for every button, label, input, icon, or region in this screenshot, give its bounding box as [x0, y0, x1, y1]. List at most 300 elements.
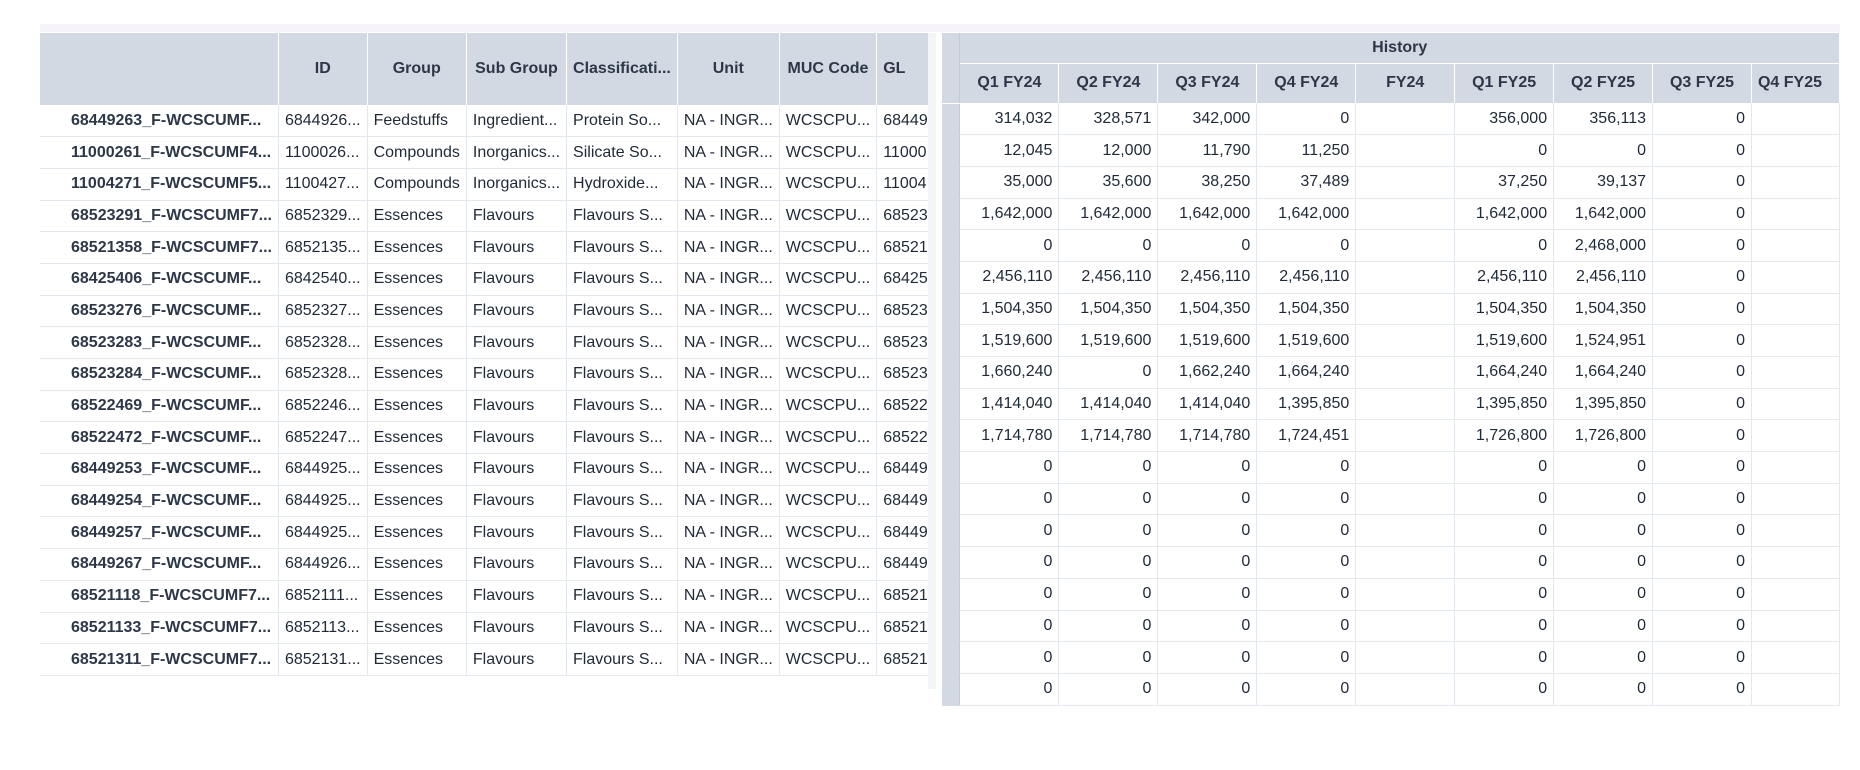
cell-history-value[interactable]: 1,660,240: [960, 357, 1059, 389]
cell-classification[interactable]: Flavours S...: [567, 644, 678, 676]
cell-classification[interactable]: Hydroxide...: [567, 168, 678, 200]
table-row[interactable]: [942, 420, 1840, 452]
cell-history-value[interactable]: 0: [960, 483, 1059, 515]
cell-history-value[interactable]: 356,000: [1455, 103, 1554, 135]
cell-muc-code[interactable]: WCSCPU...: [779, 200, 876, 232]
cell-history-value[interactable]: 314,032: [960, 103, 1059, 135]
pane-splitter[interactable]: [928, 33, 936, 689]
cell-history-value[interactable]: 0: [1653, 357, 1752, 389]
cell-history-value[interactable]: 0: [1158, 642, 1257, 674]
cell-id[interactable]: 6852328...: [278, 327, 367, 359]
cell-history-value[interactable]: 1,504,350: [1059, 293, 1158, 325]
cell-history-value[interactable]: 2,456,110: [960, 261, 1059, 293]
table-row[interactable]: [40, 454, 934, 486]
cell-history-value[interactable]: 1,519,600: [1455, 325, 1554, 357]
cell-history-value[interactable]: 2,468,000: [1554, 230, 1653, 262]
cell-classification[interactable]: Flavours S...: [567, 390, 678, 422]
table-row[interactable]: [942, 293, 1840, 325]
cell-history-value[interactable]: 0: [1059, 547, 1158, 579]
cell-classification[interactable]: Flavours S...: [567, 359, 678, 391]
cell-id[interactable]: 6852111...: [278, 580, 367, 612]
cell-name[interactable]: 68522469_F-WCSCUMF...: [40, 390, 278, 422]
cell-history-value[interactable]: [1751, 578, 1839, 610]
table-row[interactable]: [40, 105, 934, 137]
cell-history-value[interactable]: 0: [1653, 293, 1752, 325]
cell-unit[interactable]: NA - INGR...: [677, 295, 779, 327]
cell-gl[interactable]: 68425: [877, 263, 935, 295]
cell-classification[interactable]: Flavours S...: [567, 549, 678, 581]
cell-history-value[interactable]: 0: [1257, 642, 1356, 674]
cell-muc-code[interactable]: WCSCPU...: [779, 168, 876, 200]
cell-sub-group[interactable]: Flavours: [466, 390, 566, 422]
cell-history-value[interactable]: 1,395,850: [1455, 388, 1554, 420]
table-row[interactable]: [40, 200, 934, 232]
cell-history-value[interactable]: 0: [1158, 515, 1257, 547]
cell-gl[interactable]: 68521: [877, 232, 935, 264]
cell-history-value[interactable]: 0: [1554, 483, 1653, 515]
cell-muc-code[interactable]: WCSCPU...: [779, 327, 876, 359]
cell-name[interactable]: 68449257_F-WCSCUMF...: [40, 517, 278, 549]
cell-history-value[interactable]: 0: [1554, 578, 1653, 610]
cell-history-value[interactable]: [1751, 166, 1839, 198]
cell-id[interactable]: 6852329...: [278, 200, 367, 232]
cell-history-value[interactable]: [1356, 166, 1455, 198]
cell-id[interactable]: 6852246...: [278, 390, 367, 422]
cell-group[interactable]: Compounds: [367, 168, 466, 200]
cell-history-value[interactable]: [1356, 420, 1455, 452]
attribute-grid-panel[interactable]: [40, 33, 928, 689]
cell-history-value[interactable]: [1751, 642, 1839, 674]
cell-id[interactable]: 6852131...: [278, 644, 367, 676]
cell-history-value[interactable]: [1356, 483, 1455, 515]
cell-history-value[interactable]: 0: [1653, 420, 1752, 452]
cell-history-value[interactable]: 0: [1158, 610, 1257, 642]
cell-history-value[interactable]: 0: [1158, 673, 1257, 705]
table-row[interactable]: [942, 547, 1840, 579]
cell-history-value[interactable]: [1356, 578, 1455, 610]
cell-history-value[interactable]: 0: [1257, 452, 1356, 484]
cell-history-value[interactable]: 1,642,000: [1554, 198, 1653, 230]
cell-history-value[interactable]: 12,000: [1059, 135, 1158, 167]
cell-group[interactable]: Compounds: [367, 137, 466, 169]
cell-sub-group[interactable]: Flavours: [466, 612, 566, 644]
cell-muc-code[interactable]: WCSCPU...: [779, 263, 876, 295]
history-grid-panel[interactable]: [942, 33, 1840, 698]
cell-gl[interactable]: 68523: [877, 200, 935, 232]
cell-gl[interactable]: 68523: [877, 295, 935, 327]
cell-history-value[interactable]: 0: [1554, 642, 1653, 674]
column-header-q2-fy25[interactable]: Q2 FY25: [1554, 63, 1653, 103]
cell-id[interactable]: 6844926...: [278, 105, 367, 137]
cell-history-value[interactable]: [1356, 135, 1455, 167]
cell-group[interactable]: Essences: [367, 359, 466, 391]
cell-muc-code[interactable]: WCSCPU...: [779, 485, 876, 517]
cell-group[interactable]: Feedstuffs: [367, 105, 466, 137]
cell-sub-group[interactable]: Flavours: [466, 200, 566, 232]
cell-history-value[interactable]: [1751, 388, 1839, 420]
cell-history-value[interactable]: 0: [1653, 452, 1752, 484]
cell-history-value[interactable]: 1,664,240: [1257, 357, 1356, 389]
table-row[interactable]: [40, 485, 934, 517]
table-row[interactable]: [942, 673, 1840, 705]
column-header-q1-fy25[interactable]: Q1 FY25: [1455, 63, 1554, 103]
cell-gl[interactable]: 68522: [877, 422, 935, 454]
cell-history-value[interactable]: 1,714,780: [1158, 420, 1257, 452]
cell-muc-code[interactable]: WCSCPU...: [779, 580, 876, 612]
table-row[interactable]: [942, 452, 1840, 484]
cell-classification[interactable]: Flavours S...: [567, 422, 678, 454]
cell-sub-group[interactable]: Flavours: [466, 263, 566, 295]
cell-id[interactable]: 6844925...: [278, 517, 367, 549]
cell-group[interactable]: Essences: [367, 390, 466, 422]
cell-history-value[interactable]: 0: [1455, 135, 1554, 167]
cell-history-value[interactable]: 38,250: [1158, 166, 1257, 198]
cell-group[interactable]: Essences: [367, 644, 466, 676]
cell-sub-group[interactable]: Flavours: [466, 549, 566, 581]
cell-group[interactable]: Essences: [367, 327, 466, 359]
cell-history-value[interactable]: 1,504,350: [1158, 293, 1257, 325]
cell-id[interactable]: 6852135...: [278, 232, 367, 264]
cell-name[interactable]: 68449253_F-WCSCUMF...: [40, 454, 278, 486]
cell-muc-code[interactable]: WCSCPU...: [779, 517, 876, 549]
cell-history-value[interactable]: 35,600: [1059, 166, 1158, 198]
cell-history-value[interactable]: 1,642,000: [1059, 198, 1158, 230]
cell-history-value[interactable]: [1751, 483, 1839, 515]
cell-sub-group[interactable]: Flavours: [466, 454, 566, 486]
cell-history-value[interactable]: [1751, 135, 1839, 167]
cell-history-value[interactable]: 0: [1257, 673, 1356, 705]
cell-history-value[interactable]: [1356, 230, 1455, 262]
cell-muc-code[interactable]: WCSCPU...: [779, 549, 876, 581]
column-header-sub-group[interactable]: Sub Group: [466, 33, 566, 105]
cell-gl[interactable]: 68449: [877, 549, 935, 581]
cell-history-value[interactable]: 0: [1257, 610, 1356, 642]
cell-history-value[interactable]: 0: [1653, 198, 1752, 230]
cell-history-value[interactable]: 0: [1455, 642, 1554, 674]
cell-group[interactable]: Essences: [367, 295, 466, 327]
table-row[interactable]: [40, 390, 934, 422]
cell-history-value[interactable]: 0: [960, 230, 1059, 262]
cell-unit[interactable]: NA - INGR...: [677, 232, 779, 264]
cell-history-value[interactable]: 0: [1455, 452, 1554, 484]
cell-history-value[interactable]: 39,137: [1554, 166, 1653, 198]
cell-history-value[interactable]: 0: [1257, 230, 1356, 262]
cell-history-value[interactable]: [1356, 293, 1455, 325]
cell-classification[interactable]: Flavours S...: [567, 485, 678, 517]
cell-group[interactable]: Essences: [367, 485, 466, 517]
cell-history-value[interactable]: [1751, 515, 1839, 547]
cell-name[interactable]: 68521358_F-WCSCUMF7...: [40, 232, 278, 264]
cell-history-value[interactable]: [1751, 325, 1839, 357]
cell-history-value[interactable]: 0: [1059, 642, 1158, 674]
cell-name[interactable]: 68521118_F-WCSCUMF7...: [40, 580, 278, 612]
cell-name[interactable]: 11000261_F-WCSCUMF4...: [40, 137, 278, 169]
cell-history-value[interactable]: [1751, 198, 1839, 230]
cell-history-value[interactable]: 0: [1455, 230, 1554, 262]
cell-history-value[interactable]: 1,504,350: [1455, 293, 1554, 325]
cell-history-value[interactable]: 2,456,110: [1158, 261, 1257, 293]
cell-history-value[interactable]: 1,519,600: [1059, 325, 1158, 357]
cell-history-value[interactable]: 1,504,350: [1554, 293, 1653, 325]
cell-history-value[interactable]: [1751, 547, 1839, 579]
cell-history-value[interactable]: 0: [960, 673, 1059, 705]
cell-unit[interactable]: NA - INGR...: [677, 549, 779, 581]
table-row[interactable]: [942, 325, 1840, 357]
cell-history-value[interactable]: 1,414,040: [1158, 388, 1257, 420]
cell-history-value[interactable]: 0: [1554, 135, 1653, 167]
cell-history-value[interactable]: 1,664,240: [1455, 357, 1554, 389]
cell-history-value[interactable]: 1,714,780: [960, 420, 1059, 452]
cell-history-value[interactable]: 1,524,951: [1554, 325, 1653, 357]
cell-name[interactable]: 68449267_F-WCSCUMF...: [40, 549, 278, 581]
cell-history-value[interactable]: 0: [1059, 483, 1158, 515]
cell-history-value[interactable]: 1,504,350: [1257, 293, 1356, 325]
table-row[interactable]: [40, 295, 934, 327]
cell-history-value[interactable]: 0: [960, 515, 1059, 547]
cell-group[interactable]: Essences: [367, 549, 466, 581]
cell-gl[interactable]: 68521: [877, 644, 935, 676]
cell-history-value[interactable]: [1356, 357, 1455, 389]
cell-history-value[interactable]: 0: [960, 642, 1059, 674]
cell-group[interactable]: Essences: [367, 517, 466, 549]
cell-id[interactable]: 6842540...: [278, 263, 367, 295]
cell-muc-code[interactable]: WCSCPU...: [779, 105, 876, 137]
cell-sub-group[interactable]: Flavours: [466, 232, 566, 264]
cell-history-value[interactable]: 0: [1653, 325, 1752, 357]
cell-history-value[interactable]: 1,724,451: [1257, 420, 1356, 452]
cell-history-value[interactable]: 0: [1653, 261, 1752, 293]
cell-history-value[interactable]: [1751, 261, 1839, 293]
cell-history-value[interactable]: 12,045: [960, 135, 1059, 167]
cell-history-value[interactable]: 1,395,850: [1257, 388, 1356, 420]
cell-history-value[interactable]: 0: [1554, 452, 1653, 484]
table-row[interactable]: [40, 422, 934, 454]
table-row[interactable]: [942, 261, 1840, 293]
cell-history-value[interactable]: 0: [1653, 547, 1752, 579]
column-header-gl[interactable]: GL: [877, 33, 935, 105]
cell-gl[interactable]: 68521: [877, 580, 935, 612]
cell-classification[interactable]: Flavours S...: [567, 295, 678, 327]
cell-history-value[interactable]: 0: [960, 452, 1059, 484]
cell-group[interactable]: Essences: [367, 454, 466, 486]
cell-history-value[interactable]: 0: [1059, 515, 1158, 547]
cell-history-value[interactable]: [1751, 103, 1839, 135]
cell-name[interactable]: 68521133_F-WCSCUMF7...: [40, 612, 278, 644]
cell-history-value[interactable]: [1751, 230, 1839, 262]
column-header-muc-code[interactable]: MUC Code: [779, 33, 876, 105]
cell-history-value[interactable]: 356,113: [1554, 103, 1653, 135]
cell-id[interactable]: 6844925...: [278, 485, 367, 517]
cell-history-value[interactable]: 1,642,000: [1158, 198, 1257, 230]
cell-history-value[interactable]: 2,456,110: [1554, 261, 1653, 293]
column-header-classification[interactable]: Classificati...: [567, 33, 678, 105]
table-row[interactable]: [942, 135, 1840, 167]
column-header-q3-fy24[interactable]: Q3 FY24: [1158, 63, 1257, 103]
table-row[interactable]: [40, 232, 934, 264]
table-row[interactable]: [40, 359, 934, 391]
cell-history-value[interactable]: 0: [1059, 357, 1158, 389]
cell-history-value[interactable]: 1,519,600: [1257, 325, 1356, 357]
cell-history-value[interactable]: 328,571: [1059, 103, 1158, 135]
column-header-unit[interactable]: Unit: [677, 33, 779, 105]
cell-unit[interactable]: NA - INGR...: [677, 422, 779, 454]
cell-id[interactable]: 6852328...: [278, 359, 367, 391]
cell-gl[interactable]: 68523: [877, 327, 935, 359]
cell-unit[interactable]: NA - INGR...: [677, 517, 779, 549]
cell-muc-code[interactable]: WCSCPU...: [779, 390, 876, 422]
table-row[interactable]: [40, 168, 934, 200]
cell-unit[interactable]: NA - INGR...: [677, 454, 779, 486]
cell-history-value[interactable]: 0: [1455, 547, 1554, 579]
cell-history-value[interactable]: [1356, 610, 1455, 642]
cell-group[interactable]: Essences: [367, 422, 466, 454]
cell-classification[interactable]: Flavours S...: [567, 263, 678, 295]
cell-unit[interactable]: NA - INGR...: [677, 200, 779, 232]
cell-history-value[interactable]: 0: [1554, 515, 1653, 547]
cell-history-value[interactable]: 0: [960, 610, 1059, 642]
cell-muc-code[interactable]: WCSCPU...: [779, 422, 876, 454]
cell-classification[interactable]: Flavours S...: [567, 580, 678, 612]
cell-history-value[interactable]: 0: [1554, 547, 1653, 579]
column-header-q1-fy24[interactable]: Q1 FY24: [960, 63, 1059, 103]
table-row[interactable]: [942, 483, 1840, 515]
cell-classification[interactable]: Flavours S...: [567, 612, 678, 644]
table-row[interactable]: [40, 517, 934, 549]
cell-history-value[interactable]: [1356, 103, 1455, 135]
cell-history-value[interactable]: 0: [960, 547, 1059, 579]
cell-sub-group[interactable]: Flavours: [466, 295, 566, 327]
table-row[interactable]: [942, 515, 1840, 547]
cell-history-value[interactable]: 0: [1653, 642, 1752, 674]
cell-history-value[interactable]: [1356, 547, 1455, 579]
column-header-q4-fy24[interactable]: Q4 FY24: [1257, 63, 1356, 103]
cell-name[interactable]: 68449263_F-WCSCUMF...: [40, 105, 278, 137]
cell-history-value[interactable]: 1,519,600: [960, 325, 1059, 357]
cell-history-value[interactable]: 0: [1554, 610, 1653, 642]
cell-history-value[interactable]: 0: [1059, 578, 1158, 610]
cell-sub-group[interactable]: Flavours: [466, 580, 566, 612]
cell-classification[interactable]: Protein So...: [567, 105, 678, 137]
cell-history-value[interactable]: 2,456,110: [1455, 261, 1554, 293]
cell-history-value[interactable]: 11,250: [1257, 135, 1356, 167]
cell-history-value[interactable]: [1751, 357, 1839, 389]
cell-history-value[interactable]: 0: [1653, 135, 1752, 167]
cell-unit[interactable]: NA - INGR...: [677, 137, 779, 169]
cell-history-value[interactable]: [1356, 515, 1455, 547]
cell-group[interactable]: Essences: [367, 612, 466, 644]
cell-unit[interactable]: NA - INGR...: [677, 168, 779, 200]
column-header-name[interactable]: [40, 33, 278, 105]
cell-gl[interactable]: 68522: [877, 390, 935, 422]
cell-id[interactable]: 6844926...: [278, 549, 367, 581]
cell-name[interactable]: 68425406_F-WCSCUMF...: [40, 263, 278, 295]
table-row[interactable]: [942, 103, 1840, 135]
cell-history-value[interactable]: 1,414,040: [960, 388, 1059, 420]
cell-classification[interactable]: Flavours S...: [567, 454, 678, 486]
cell-unit[interactable]: NA - INGR...: [677, 485, 779, 517]
cell-history-value[interactable]: 0: [1653, 673, 1752, 705]
cell-sub-group[interactable]: Inorganics...: [466, 168, 566, 200]
cell-unit[interactable]: NA - INGR...: [677, 327, 779, 359]
cell-history-value[interactable]: 0: [1653, 166, 1752, 198]
cell-history-value[interactable]: 1,726,800: [1455, 420, 1554, 452]
cell-history-value[interactable]: [1356, 261, 1455, 293]
cell-history-value[interactable]: [1751, 610, 1839, 642]
cell-history-value[interactable]: 0: [1653, 230, 1752, 262]
cell-history-value[interactable]: 0: [1653, 610, 1752, 642]
cell-history-value[interactable]: 0: [1455, 610, 1554, 642]
column-header-q2-fy24[interactable]: Q2 FY24: [1059, 63, 1158, 103]
cell-history-value[interactable]: 0: [1158, 483, 1257, 515]
cell-history-value[interactable]: 1,395,850: [1554, 388, 1653, 420]
cell-sub-group[interactable]: Flavours: [466, 517, 566, 549]
cell-gl[interactable]: 68449: [877, 517, 935, 549]
cell-history-value[interactable]: 0: [1653, 388, 1752, 420]
cell-unit[interactable]: NA - INGR...: [677, 105, 779, 137]
cell-sub-group[interactable]: Flavours: [466, 327, 566, 359]
cell-name[interactable]: 68449254_F-WCSCUMF...: [40, 485, 278, 517]
cell-name[interactable]: 68523276_F-WCSCUMF...: [40, 295, 278, 327]
cell-id[interactable]: 1100427...: [278, 168, 367, 200]
cell-sub-group[interactable]: Inorganics...: [466, 137, 566, 169]
cell-history-value[interactable]: 342,000: [1158, 103, 1257, 135]
cell-classification[interactable]: Flavours S...: [567, 327, 678, 359]
column-header-id[interactable]: ID: [278, 33, 367, 105]
cell-history-value[interactable]: 2,456,110: [1059, 261, 1158, 293]
cell-muc-code[interactable]: WCSCPU...: [779, 454, 876, 486]
cell-muc-code[interactable]: WCSCPU...: [779, 295, 876, 327]
cell-history-value[interactable]: 0: [1257, 547, 1356, 579]
cell-history-value[interactable]: [1356, 198, 1455, 230]
table-row[interactable]: [942, 388, 1840, 420]
cell-gl[interactable]: 68521: [877, 612, 935, 644]
cell-history-value[interactable]: 0: [1554, 673, 1653, 705]
cell-history-value[interactable]: 0: [1257, 578, 1356, 610]
cell-id[interactable]: 6844925...: [278, 454, 367, 486]
cell-sub-group[interactable]: Flavours: [466, 644, 566, 676]
cell-history-value[interactable]: 0: [1059, 230, 1158, 262]
cell-gl[interactable]: 11004: [877, 168, 935, 200]
cell-sub-group[interactable]: Flavours: [466, 485, 566, 517]
cell-id[interactable]: 6852327...: [278, 295, 367, 327]
table-row[interactable]: [40, 644, 934, 676]
cell-history-value[interactable]: 1,642,000: [1455, 198, 1554, 230]
cell-history-value[interactable]: 11,790: [1158, 135, 1257, 167]
table-row[interactable]: [942, 357, 1840, 389]
cell-history-value[interactable]: 0: [1257, 483, 1356, 515]
cell-history-value[interactable]: 0: [960, 578, 1059, 610]
cell-muc-code[interactable]: WCSCPU...: [779, 644, 876, 676]
cell-history-value[interactable]: 1,714,780: [1059, 420, 1158, 452]
cell-gl[interactable]: 11000: [877, 137, 935, 169]
table-row[interactable]: [40, 549, 934, 581]
cell-history-value[interactable]: 0: [1059, 452, 1158, 484]
cell-history-value[interactable]: 0: [1653, 103, 1752, 135]
cell-history-value[interactable]: 0: [1158, 230, 1257, 262]
cell-history-value[interactable]: 1,664,240: [1554, 357, 1653, 389]
table-row[interactable]: [40, 580, 934, 612]
column-header-group[interactable]: Group: [367, 33, 466, 105]
cell-name[interactable]: 11004271_F-WCSCUMF5...: [40, 168, 278, 200]
cell-gl[interactable]: 68449: [877, 105, 935, 137]
cell-history-value[interactable]: 0: [1257, 103, 1356, 135]
cell-history-value[interactable]: 0: [1455, 673, 1554, 705]
cell-history-value[interactable]: 0: [1059, 673, 1158, 705]
cell-gl[interactable]: 68449: [877, 485, 935, 517]
cell-history-value[interactable]: 0: [1653, 578, 1752, 610]
cell-history-value[interactable]: [1356, 325, 1455, 357]
cell-sub-group[interactable]: Flavours: [466, 359, 566, 391]
